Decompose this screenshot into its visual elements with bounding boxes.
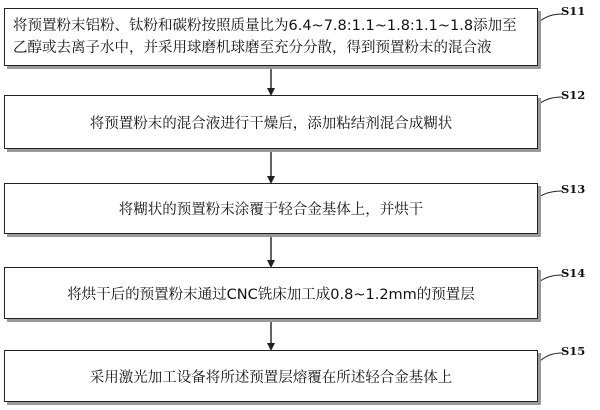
step-box-s13 xyxy=(4,183,538,234)
step-text-s14: 将烘干后的预置粉末通过CNC铣床加工成0.8~1.2mm的预置层 xyxy=(67,286,475,303)
step-box-s14 xyxy=(4,267,538,319)
step-text-s13: 将糊状的预置粉末涂覆于轻合金基体上，并烘干 xyxy=(118,202,424,218)
step-label-s11: S11 xyxy=(561,4,586,18)
step-label-s15: S15 xyxy=(561,344,586,358)
step-text-s12: 将预置粉末的混合液进行干燥后，添加粘结剂混合成糊状 xyxy=(89,115,453,132)
step-label-s14: S14 xyxy=(561,266,586,280)
step-text-s11: 将预置粉末铝粉、钛粉和碳粉按照质量比为6.4~7.8:1.1~1.8:1.1~1.8添加至乙醇或去离子水中，并采用球磨机球磨至充分分散，得到预置粉末的混合液 xyxy=(13,18,517,56)
step-label-s13: S13 xyxy=(561,182,586,196)
step-box-s12 xyxy=(4,95,538,149)
step-box-s15 xyxy=(4,350,538,402)
step-box-s11 xyxy=(4,8,538,66)
step-text-s15: 采用激光加工设备将所述预置层熔覆在所述轻合金基体上 xyxy=(89,369,453,386)
step-label-s12: S12 xyxy=(561,88,586,102)
